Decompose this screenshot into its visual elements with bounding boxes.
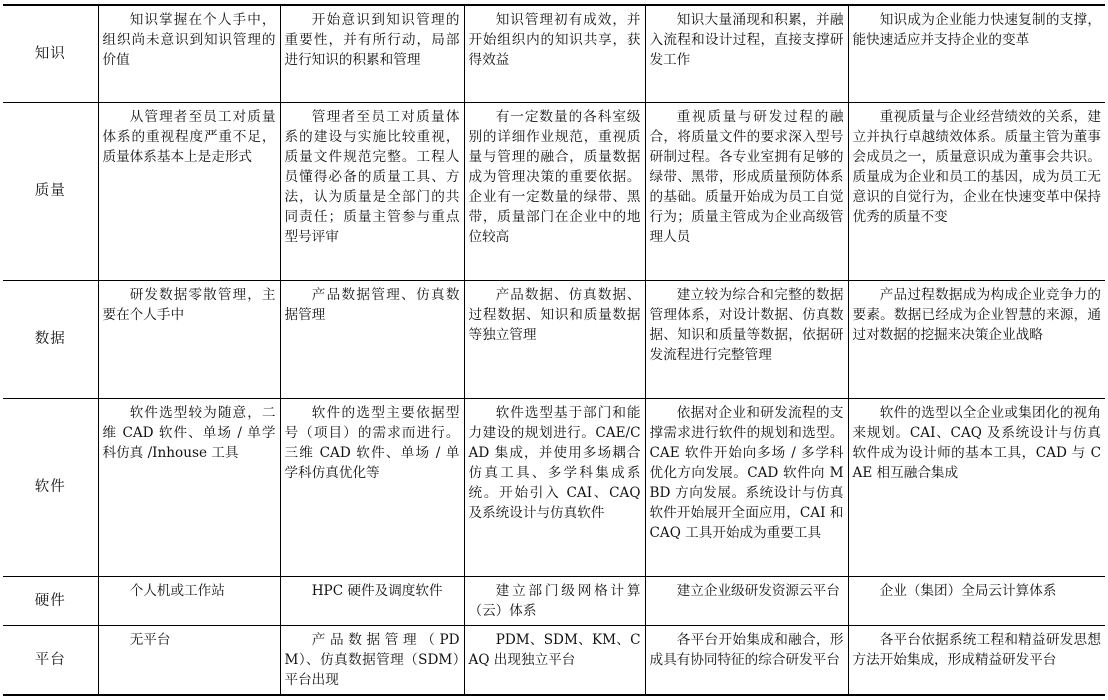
cell-software-level-4: 依据对企业和研发流程的支撑需求进行软件的规划和选型。CAE 软件开始向多场 / 多学科优化方向发展。CAD 软件向 MBD 方向发展。系统设计与仿真软件开始展开全面应用，CAI 和 CAQ 工具开始成为重要工具 (645, 398, 848, 576)
cell-software-level-1: 软件选型较为随意，二维 CAD 软件、单场 / 单学科仿真 /Inhouse 工具 (98, 398, 280, 576)
row-label-hardware: 硬件 (3, 576, 98, 625)
cell-knowledge-level-5: 知识成为企业能力快速复制的支撑，能快速适应并支持企业的变革 (848, 5, 1105, 102)
cell-knowledge-level-4: 知识大量涌现和积累，并融入流程和设计过程，直接支撑研发工作 (645, 5, 848, 102)
cell-platform-level-2: 产品数据管理（PDM）、仿真数据管理（SDM）平台出现 (280, 625, 464, 695)
cell-platform-level-4: 各平台开始集成和融合，形成具有协同特征的综合研发平台 (645, 625, 848, 695)
cell-knowledge-level-1: 知识掌握在个人手中，组织尚未意识到知识管理的价值 (98, 5, 280, 102)
cell-platform-level-3: PDM、SDM、KM、CAQ 出现独立平台 (464, 625, 645, 695)
row-label-quality: 质量 (3, 102, 98, 280)
row-knowledge (3, 5, 1105, 102)
cell-software-level-2: 软件的选型主要依据型号（项目）的需求而进行。三维 CAD 软件、单场 / 单学科仿真优化等 (280, 398, 464, 576)
row-label-knowledge: 知识 (3, 5, 98, 102)
cell-data-level-5: 产品过程数据成为构成企业竞争力的要素。数据已经成为企业智慧的来源，通过对数据的挖掘来决策企业战略 (848, 280, 1105, 398)
cell-data-level-3: 产品数据、仿真数据、过程数据、知识和质量数据等独立管理 (464, 280, 645, 398)
cell-data-level-4: 建立较为综合和完整的数据管理体系，对设计数据、仿真数据、知识和质量等数据，依据研发流程进行完整管理 (645, 280, 848, 398)
cell-data-level-1: 研发数据零散管理，主要在个人手中 (98, 280, 280, 398)
row-quality (3, 102, 1105, 280)
cell-hardware-level-2: HPC 硬件及调度软件 (280, 576, 464, 625)
cell-knowledge-level-2: 开始意识到知识管理的重要性，并有所行动，局部进行知识的积累和管理 (280, 5, 464, 102)
cell-quality-level-2: 管理者至员工对质量体系的建设与实施比较重视，质量文件规范完整。工程人员懂得必备的质量工具、方法，认为质量是全部门的共同责任；质量主管参与重点型号评审 (280, 102, 464, 280)
cell-quality-level-5: 重视质量与企业经营绩效的关系，建立并执行卓越绩效体系。质量主管为董事会成员之一，质量意识成为董事会共识。质量成为企业和员工的基因，成为员工无意识的自觉行为，企业在快速变革中保持优秀的质量不变 (848, 102, 1105, 280)
cell-quality-level-1: 从管理者至员工对质量体系的重视程度严重不足，质量体系基本上是走形式 (98, 102, 280, 280)
cell-quality-level-4: 重视质量与研发过程的融合，将质量文件的要求深入型号研制过程。各专业室拥有足够的绿带、黑带，形成质量预防体系的基础。质量开始成为员工自觉行为；质量主管成为企业高级管理人员 (645, 102, 848, 280)
row-label-software: 软件 (3, 398, 98, 576)
cell-platform-level-1: 无平台 (98, 625, 280, 695)
cell-knowledge-level-3: 知识管理初有成效，并开始组织内的知识共享，获得效益 (464, 5, 645, 102)
row-platform (3, 625, 1105, 695)
cell-hardware-level-5: 企业（集团）全局云计算体系 (848, 576, 1105, 625)
cell-data-level-2: 产品数据管理、仿真数据管理 (280, 280, 464, 398)
maturity-matrix-table (3, 4, 1105, 696)
cell-hardware-level-1: 个人机或工作站 (98, 576, 280, 625)
cell-hardware-level-3: 建立部门级网格计算（云）体系 (464, 576, 645, 625)
cell-software-level-3: 软件选型基于部门和能力建设的规划进行。CAE/CAD 集成，并使用多场耦合仿真工具、多学科集成系统。开始引入 CAI、CAQ 及系统设计与仿真软件 (464, 398, 645, 576)
cell-software-level-5: 软件的选型以全企业或集团化的视角来规划。CAI、CAQ 及系统设计与仿真软件成为设计师的基本工具，CAD 与 CAE 相互融合集成 (848, 398, 1105, 576)
row-hardware (3, 576, 1105, 625)
cell-hardware-level-4: 建立企业级研发资源云平台 (645, 576, 848, 625)
row-label-platform: 平台 (3, 625, 98, 695)
row-data (3, 280, 1105, 398)
cell-platform-level-5: 各平台依据系统工程和精益研发思想方法开始集成，形成精益研发平台 (848, 625, 1105, 695)
cell-quality-level-3: 有一定数量的各科室级别的详细作业规范，重视质量与管理的融合，质量数据成为管理决策的重要依据。企业有一定数量的绿带、黑带，质量部门在企业中的地位较高 (464, 102, 645, 280)
row-label-data: 数据 (3, 280, 98, 398)
row-software (3, 398, 1105, 576)
